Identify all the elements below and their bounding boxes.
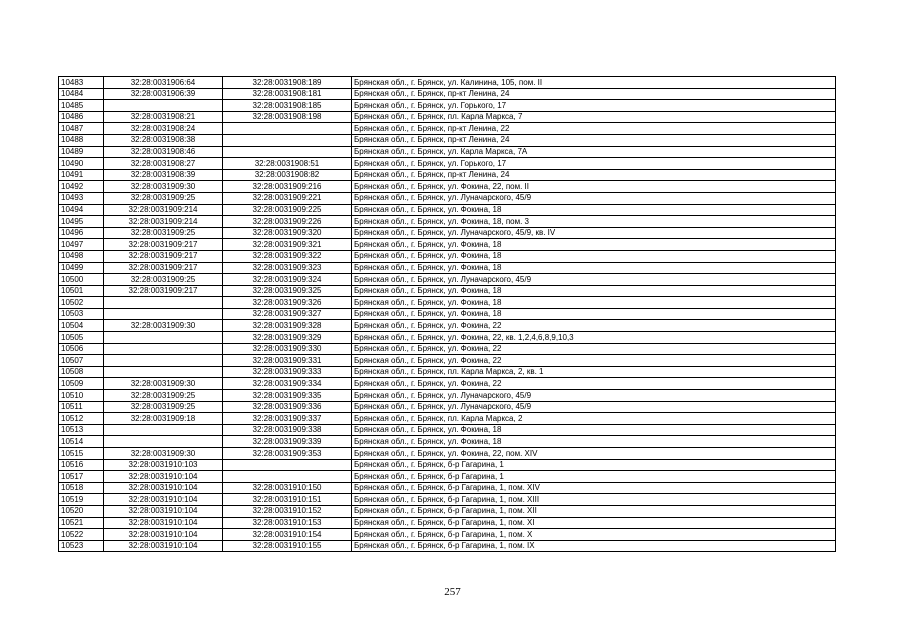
table-row bbox=[59, 390, 836, 402]
address-cell: Брянская обл., г. Брянск, ул. Карла Маркса, 7А bbox=[352, 146, 836, 158]
cadastral-number-cell: 32:28:0031910:104 bbox=[104, 517, 223, 529]
address-cell: Брянская обл., г. Брянск, б-р Гагарина, 1, пом. X bbox=[352, 529, 836, 541]
table-row bbox=[59, 401, 836, 413]
row-number-cell: 10510 bbox=[59, 390, 104, 402]
row-number-cell: 10503 bbox=[59, 308, 104, 320]
row-number-cell: 10507 bbox=[59, 355, 104, 367]
row-number-cell: 10515 bbox=[59, 448, 104, 460]
row-number-cell: 10496 bbox=[59, 227, 104, 239]
object-cadastral-number-cell: 32:28:0031909:331 bbox=[223, 355, 352, 367]
cadastral-number-cell bbox=[104, 297, 223, 309]
row-number-cell: 10490 bbox=[59, 158, 104, 170]
object-cadastral-number-cell: 32:28:0031909:330 bbox=[223, 343, 352, 355]
address-cell: Брянская обл., г. Брянск, ул. Луначарского, 45/9 bbox=[352, 274, 836, 286]
address-cell: Брянская обл., г. Брянск, ул. Фокина, 22 bbox=[352, 343, 836, 355]
address-cell: Брянская обл., г. Брянск, б-р Гагарина, 1 bbox=[352, 459, 836, 471]
object-cadastral-number-cell: 32:28:0031908:185 bbox=[223, 100, 352, 112]
row-number-cell: 10498 bbox=[59, 250, 104, 262]
object-cadastral-number-cell: 32:28:0031909:338 bbox=[223, 424, 352, 436]
table-row bbox=[59, 366, 836, 378]
row-number-cell: 10491 bbox=[59, 169, 104, 181]
row-number-cell: 10485 bbox=[59, 100, 104, 112]
object-cadastral-number-cell: 32:28:0031908:82 bbox=[223, 169, 352, 181]
row-number-cell: 10516 bbox=[59, 459, 104, 471]
address-cell: Брянская обл., г. Брянск, ул. Фокина, 18 bbox=[352, 297, 836, 309]
object-cadastral-number-cell: 32:28:0031909:328 bbox=[223, 320, 352, 332]
object-cadastral-number-cell bbox=[223, 146, 352, 158]
cadastral-number-cell: 32:28:0031908:24 bbox=[104, 123, 223, 135]
address-cell: Брянская обл., г. Брянск, пр-кт Ленина, 24 bbox=[352, 88, 836, 100]
row-number-cell: 10523 bbox=[59, 540, 104, 552]
table-row bbox=[59, 285, 836, 297]
cadastral-number-cell: 32:28:0031910:104 bbox=[104, 540, 223, 552]
cadastral-number-cell bbox=[104, 366, 223, 378]
address-cell: Брянская обл., г. Брянск, ул. Фокина, 22 bbox=[352, 320, 836, 332]
cadastral-number-cell bbox=[104, 100, 223, 112]
cadastral-number-cell: 32:28:0031910:104 bbox=[104, 529, 223, 541]
object-cadastral-number-cell: 32:28:0031909:353 bbox=[223, 448, 352, 460]
table-row bbox=[59, 146, 836, 158]
address-cell: Брянская обл., г. Брянск, ул. Калинина, 105, пом. II bbox=[352, 77, 836, 89]
object-cadastral-number-cell: 32:28:0031909:334 bbox=[223, 378, 352, 390]
table-row bbox=[59, 134, 836, 146]
row-number-cell: 10495 bbox=[59, 216, 104, 228]
object-cadastral-number-cell: 32:28:0031909:321 bbox=[223, 239, 352, 251]
table-row bbox=[59, 169, 836, 181]
row-number-cell: 10512 bbox=[59, 413, 104, 425]
table-row bbox=[59, 297, 836, 309]
table-row bbox=[59, 320, 836, 332]
object-cadastral-number-cell: 32:28:0031910:153 bbox=[223, 517, 352, 529]
row-number-cell: 10518 bbox=[59, 482, 104, 494]
cadastral-number-cell: 32:28:0031909:25 bbox=[104, 227, 223, 239]
address-cell: Брянская обл., г. Брянск, ул. Фокина, 22, пом. XIV bbox=[352, 448, 836, 460]
cadastral-number-cell: 32:28:0031906:64 bbox=[104, 77, 223, 89]
cadastral-number-cell: 32:28:0031908:27 bbox=[104, 158, 223, 170]
address-cell: Брянская обл., г. Брянск, ул. Фокина, 18 bbox=[352, 250, 836, 262]
table-row bbox=[59, 308, 836, 320]
object-cadastral-number-cell: 32:28:0031909:320 bbox=[223, 227, 352, 239]
cadastral-number-cell: 32:28:0031910:104 bbox=[104, 494, 223, 506]
table-row bbox=[59, 459, 836, 471]
cadastral-number-cell: 32:28:0031906:39 bbox=[104, 88, 223, 100]
address-cell: Брянская обл., г. Брянск, ул. Фокина, 18, пом. 3 bbox=[352, 216, 836, 228]
object-cadastral-number-cell: 32:28:0031909:324 bbox=[223, 274, 352, 286]
address-cell: Брянская обл., г. Брянск, ул. Фокина, 18 bbox=[352, 262, 836, 274]
address-cell: Брянская обл., г. Брянск, б-р Гагарина, 1, пом. XII bbox=[352, 505, 836, 517]
address-cell: Брянская обл., г. Брянск, ул. Фокина, 22 bbox=[352, 378, 836, 390]
object-cadastral-number-cell: 32:28:0031910:152 bbox=[223, 505, 352, 517]
row-number-cell: 10501 bbox=[59, 285, 104, 297]
cadastral-number-cell: 32:28:0031910:104 bbox=[104, 482, 223, 494]
cadastral-number-cell bbox=[104, 343, 223, 355]
row-number-cell: 10511 bbox=[59, 401, 104, 413]
object-cadastral-number-cell: 32:28:0031910:151 bbox=[223, 494, 352, 506]
table-row bbox=[59, 471, 836, 483]
row-number-cell: 10502 bbox=[59, 297, 104, 309]
address-cell: Брянская обл., г. Брянск, ул. Фокина, 18 bbox=[352, 204, 836, 216]
cadastral-number-cell: 32:28:0031908:38 bbox=[104, 134, 223, 146]
object-cadastral-number-cell: 32:28:0031909:226 bbox=[223, 216, 352, 228]
cadastral-number-cell bbox=[104, 332, 223, 344]
row-number-cell: 10500 bbox=[59, 274, 104, 286]
page-number: 257 bbox=[444, 586, 461, 598]
cadastral-number-cell: 32:28:0031908:46 bbox=[104, 146, 223, 158]
object-cadastral-number-cell: 32:28:0031908:198 bbox=[223, 111, 352, 123]
row-number-cell: 10493 bbox=[59, 192, 104, 204]
address-cell: Брянская обл., г. Брянск, пл. Карла Маркса, 2, кв. 1 bbox=[352, 366, 836, 378]
object-cadastral-number-cell bbox=[223, 123, 352, 135]
cadastral-number-cell: 32:28:0031909:217 bbox=[104, 250, 223, 262]
object-cadastral-number-cell: 32:28:0031909:335 bbox=[223, 390, 352, 402]
row-number-cell: 10488 bbox=[59, 134, 104, 146]
address-cell: Брянская обл., г. Брянск, ул. Фокина, 18 bbox=[352, 239, 836, 251]
table-row bbox=[59, 88, 836, 100]
object-cadastral-number-cell: 32:28:0031910:150 bbox=[223, 482, 352, 494]
row-number-cell: 10519 bbox=[59, 494, 104, 506]
row-number-cell: 10522 bbox=[59, 529, 104, 541]
cadastral-number-cell: 32:28:0031909:30 bbox=[104, 378, 223, 390]
table-row bbox=[59, 239, 836, 251]
cadastral-number-cell bbox=[104, 355, 223, 367]
address-cell: Брянская обл., г. Брянск, б-р Гагарина, 1, пом. XIV bbox=[352, 482, 836, 494]
address-cell: Брянская обл., г. Брянск, пр-кт Ленина, 24 bbox=[352, 134, 836, 146]
row-number-cell: 10506 bbox=[59, 343, 104, 355]
object-cadastral-number-cell: 32:28:0031908:181 bbox=[223, 88, 352, 100]
cadastral-number-cell: 32:28:0031909:30 bbox=[104, 448, 223, 460]
table-row bbox=[59, 250, 836, 262]
table-row bbox=[59, 111, 836, 123]
table-row bbox=[59, 262, 836, 274]
table-row bbox=[59, 100, 836, 112]
cadastral-number-cell: 32:28:0031909:30 bbox=[104, 320, 223, 332]
row-number-cell: 10499 bbox=[59, 262, 104, 274]
address-cell: Брянская обл., г. Брянск, ул. Фокина, 18 bbox=[352, 436, 836, 448]
table-row bbox=[59, 482, 836, 494]
table-row bbox=[59, 424, 836, 436]
table-row bbox=[59, 216, 836, 228]
address-cell: Брянская обл., г. Брянск, ул. Фокина, 22, кв. 1,2,4,6,8,9,10,3 bbox=[352, 332, 836, 344]
row-number-cell: 10521 bbox=[59, 517, 104, 529]
table-row bbox=[59, 274, 836, 286]
cadastral-number-cell: 32:28:0031909:25 bbox=[104, 192, 223, 204]
address-cell: Брянская обл., г. Брянск, ул. Луначарского, 45/9 bbox=[352, 192, 836, 204]
cadastral-number-cell: 32:28:0031910:104 bbox=[104, 505, 223, 517]
row-number-cell: 10504 bbox=[59, 320, 104, 332]
address-cell: Брянская обл., г. Брянск, ул. Горького, 17 bbox=[352, 100, 836, 112]
row-number-cell: 10484 bbox=[59, 88, 104, 100]
object-cadastral-number-cell: 32:28:0031909:337 bbox=[223, 413, 352, 425]
table-row bbox=[59, 436, 836, 448]
address-cell: Брянская обл., г. Брянск, пр-кт Ленина, 22 bbox=[352, 123, 836, 135]
object-cadastral-number-cell: 32:28:0031909:322 bbox=[223, 250, 352, 262]
address-cell: Брянская обл., г. Брянск, ул. Горького, 17 bbox=[352, 158, 836, 170]
cadastral-number-cell bbox=[104, 436, 223, 448]
object-cadastral-number-cell bbox=[223, 459, 352, 471]
table-row bbox=[59, 181, 836, 193]
cadastral-number-cell bbox=[104, 308, 223, 320]
table-row bbox=[59, 494, 836, 506]
table-row bbox=[59, 343, 836, 355]
cadastral-number-cell: 32:28:0031910:103 bbox=[104, 459, 223, 471]
address-cell: Брянская обл., г. Брянск, пр-кт Ленина, 24 bbox=[352, 169, 836, 181]
registry-table bbox=[58, 76, 836, 552]
table-row bbox=[59, 158, 836, 170]
row-number-cell: 10508 bbox=[59, 366, 104, 378]
object-cadastral-number-cell: 32:28:0031909:333 bbox=[223, 366, 352, 378]
object-cadastral-number-cell: 32:28:0031909:216 bbox=[223, 181, 352, 193]
object-cadastral-number-cell: 32:28:0031910:155 bbox=[223, 540, 352, 552]
table-row bbox=[59, 378, 836, 390]
cadastral-number-cell: 32:28:0031909:18 bbox=[104, 413, 223, 425]
table-row bbox=[59, 192, 836, 204]
table-row bbox=[59, 204, 836, 216]
table-row bbox=[59, 123, 836, 135]
cadastral-number-cell: 32:28:0031909:217 bbox=[104, 239, 223, 251]
address-cell: Брянская обл., г. Брянск, ул. Луначарского, 45/9 bbox=[352, 390, 836, 402]
address-cell: Брянская обл., г. Брянск, ул. Фокина, 18 bbox=[352, 308, 836, 320]
cadastral-number-cell: 32:28:0031909:25 bbox=[104, 390, 223, 402]
object-cadastral-number-cell: 32:28:0031909:325 bbox=[223, 285, 352, 297]
table-row bbox=[59, 332, 836, 344]
row-number-cell: 10514 bbox=[59, 436, 104, 448]
row-number-cell: 10505 bbox=[59, 332, 104, 344]
cadastral-number-cell: 32:28:0031909:214 bbox=[104, 204, 223, 216]
address-cell: Брянская обл., г. Брянск, б-р Гагарина, 1, пом. XIII bbox=[352, 494, 836, 506]
address-cell: Брянская обл., г. Брянск, ул. Фокина, 18 bbox=[352, 424, 836, 436]
object-cadastral-number-cell: 32:28:0031909:336 bbox=[223, 401, 352, 413]
row-number-cell: 10494 bbox=[59, 204, 104, 216]
address-cell: Брянская обл., г. Брянск, пл. Карла Маркса, 7 bbox=[352, 111, 836, 123]
cadastral-number-cell: 32:28:0031909:217 bbox=[104, 285, 223, 297]
registry-table-body bbox=[59, 77, 836, 552]
table-row bbox=[59, 413, 836, 425]
cadastral-number-cell: 32:28:0031909:25 bbox=[104, 274, 223, 286]
cadastral-number-cell: 32:28:0031910:104 bbox=[104, 471, 223, 483]
table-row bbox=[59, 529, 836, 541]
address-cell: Брянская обл., г. Брянск, б-р Гагарина, 1, пом. IX bbox=[352, 540, 836, 552]
row-number-cell: 10520 bbox=[59, 505, 104, 517]
row-number-cell: 10489 bbox=[59, 146, 104, 158]
row-number-cell: 10513 bbox=[59, 424, 104, 436]
address-cell: Брянская обл., г. Брянск, ул. Фокина, 22, пом. II bbox=[352, 181, 836, 193]
row-number-cell: 10497 bbox=[59, 239, 104, 251]
cadastral-number-cell: 32:28:0031909:25 bbox=[104, 401, 223, 413]
object-cadastral-number-cell: 32:28:0031909:339 bbox=[223, 436, 352, 448]
table-row bbox=[59, 540, 836, 552]
object-cadastral-number-cell: 32:28:0031908:51 bbox=[223, 158, 352, 170]
cadastral-number-cell: 32:28:0031909:217 bbox=[104, 262, 223, 274]
cadastral-number-cell: 32:28:0031908:39 bbox=[104, 169, 223, 181]
row-number-cell: 10509 bbox=[59, 378, 104, 390]
object-cadastral-number-cell bbox=[223, 471, 352, 483]
object-cadastral-number-cell: 32:28:0031909:323 bbox=[223, 262, 352, 274]
object-cadastral-number-cell: 32:28:0031910:154 bbox=[223, 529, 352, 541]
address-cell: Брянская обл., г. Брянск, б-р Гагарина, 1, пом. XI bbox=[352, 517, 836, 529]
table-row bbox=[59, 77, 836, 89]
object-cadastral-number-cell: 32:28:0031909:225 bbox=[223, 204, 352, 216]
row-number-cell: 10517 bbox=[59, 471, 104, 483]
row-number-cell: 10483 bbox=[59, 77, 104, 89]
row-number-cell: 10486 bbox=[59, 111, 104, 123]
table-row bbox=[59, 355, 836, 367]
address-cell: Брянская обл., г. Брянск, б-р Гагарина, 1 bbox=[352, 471, 836, 483]
table-row bbox=[59, 227, 836, 239]
row-number-cell: 10492 bbox=[59, 181, 104, 193]
cadastral-number-cell: 32:28:0031909:214 bbox=[104, 216, 223, 228]
cadastral-number-cell bbox=[104, 424, 223, 436]
row-number-cell: 10487 bbox=[59, 123, 104, 135]
table-row bbox=[59, 448, 836, 460]
cadastral-number-cell: 32:28:0031909:30 bbox=[104, 181, 223, 193]
address-cell: Брянская обл., г. Брянск, пл. Карла Маркса, 2 bbox=[352, 413, 836, 425]
address-cell: Брянская обл., г. Брянск, ул. Фокина, 18 bbox=[352, 285, 836, 297]
object-cadastral-number-cell: 32:28:0031908:189 bbox=[223, 77, 352, 89]
object-cadastral-number-cell: 32:28:0031909:329 bbox=[223, 332, 352, 344]
object-cadastral-number-cell: 32:28:0031909:326 bbox=[223, 297, 352, 309]
address-cell: Брянская обл., г. Брянск, ул. Луначарского, 45/9, кв. IV bbox=[352, 227, 836, 239]
table-row bbox=[59, 505, 836, 517]
address-cell: Брянская обл., г. Брянск, ул. Фокина, 22 bbox=[352, 355, 836, 367]
object-cadastral-number-cell bbox=[223, 134, 352, 146]
object-cadastral-number-cell: 32:28:0031909:327 bbox=[223, 308, 352, 320]
cadastral-number-cell: 32:28:0031908:21 bbox=[104, 111, 223, 123]
address-cell: Брянская обл., г. Брянск, ул. Луначарского, 45/9 bbox=[352, 401, 836, 413]
object-cadastral-number-cell: 32:28:0031909:221 bbox=[223, 192, 352, 204]
table-row bbox=[59, 517, 836, 529]
